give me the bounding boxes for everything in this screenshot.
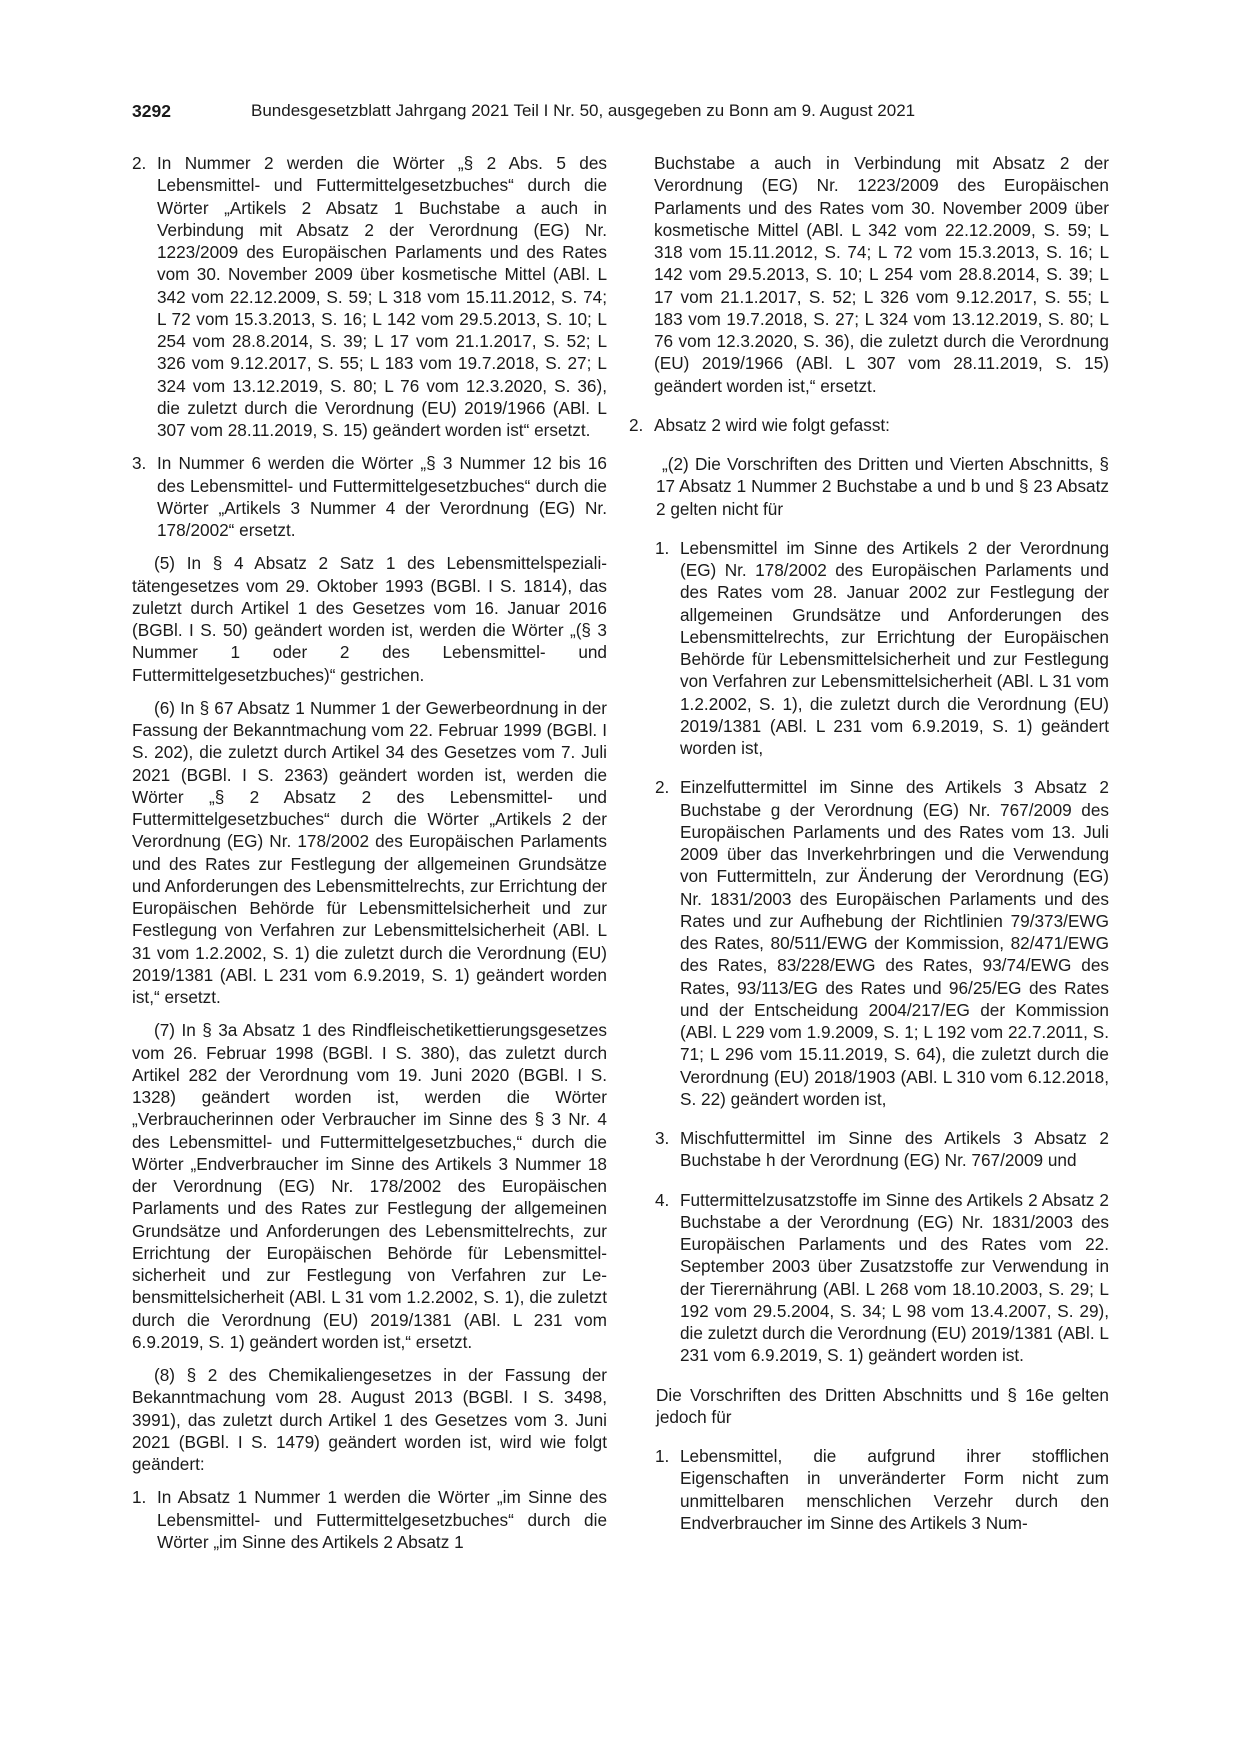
list-item-continuation: [629, 152, 1109, 397]
item-text: Einzelfuttermittel im Sinne des Artikels 3 Absatz 2 Buchstabe g der Verordnung (EG) Nr. 767/2009 des Europäischen Parlaments und des Rates vom 13. Juli 2009 über das Inverkehrbringen und die Verwendung von Futtermitteln, zur Änderung der Verordnung (EG) Nr. 1831/2003 des Europäischen Parlaments und des Rates und zur Aufhebung der Richtlinien 79/373/EWG des Rates, 80/511/EWG der Kommission, 82/471/EWG des Rates, 83/228/EWG des Rates, 93/74/EWG des Rates, 93/113/EG des Rates und 96/25/EG des Rates und der Entscheidung 2004/217/EG der Kommission (ABl. L 229 vom 1.9.2009, S. 1; L 192 vom 22.7.2011, S. 71; L 296 vom 15.11.2019, S. 64), die zuletzt durch die Verordnung (EU) 2018/1903 (ABl. L 310 vom 6.12.2018, S. 22) geändert worden ist,: [680, 777, 1109, 1109]
paragraph-6: (6) In § 67 Absatz 1 Nummer 1 der Gewerbeordnung in der Fassung der Bekanntmachung vom 22. Februar 1999 (BGBl. I S. 202), die zuletzt durch Artikel 34 des Gesetzes vom 7. Juli 2021 (BGBl. I S. 2363) geändert worden ist, werden die Wörter „§ 2 Absatz 2 des Lebensmittel- und Futtermittelgesetzbuches“ durch die Wörter „Artikels 2 der Verordnung (EG) Nr. 178/2002 des Europäischen Parlaments und des Rates zur Festlegung der allgemeinen Grundsätze und Anforderungen des Lebensmittelrechts, zur Errichtung der Europäischen Behörde für Lebensmittelsicherheit und zur Festlegung von Verfahren zur Lebensmittelsicherheit (ABl. L 31 vom 1.2.2002, S. 1) die zuletzt durch die Verordnung (EU) 2019/1381 (ABl. L 231 vom 6.9.2019, S. 1) geändert worden ist,“ ersetzt.: [132, 697, 607, 1007]
paragraph-5: (5) In § 4 Absatz 2 Satz 1 des Lebensmittelspezialitätengesetzes vom 29. Oktober 1993 (BGBl. I S. 1814), das zuletzt durch Artikel 1 des Gesetzes vom 16. Januar 2016 (BGBl. I S. 50) geändert worden ist, werden die Wörter „(§ 3 Nummer 1 oder 2 des Lebensmittel- und Futtermittelgesetzbuches)“ gestrichen.: [132, 553, 607, 685]
right-column: [629, 152, 1109, 1534]
item-text: Mischfuttermittel im Sinne des Artikels 3 Absatz 2 Buchstabe h der Verordnung (EG) Nr. 767/2009 und: [680, 1128, 1109, 1171]
gazette-title: Bundesgesetzblatt Jahrgang 2021 Teil I Nr. 50, ausgegeben zu Bonn am 9. August 2021: [251, 101, 916, 120]
list-item: [629, 776, 1109, 1110]
item-number: 2.: [629, 414, 644, 435]
left-column: [132, 152, 607, 1553]
item-number: 1.: [655, 537, 670, 558]
list-item: [629, 537, 1109, 760]
paragraph-7: (7) In § 3a Absatz 1 des Rindfleischetikettierungsgesetzes vom 26. Februar 1998 (BGBl. I S. 380), das zuletzt durch Artikel 282 der Verordnung vom 19. Juni 2020 (BGBl. I S. 1328) geändert worden ist, werden die Wörter „Verbraucherinnen oder Verbraucher im Sinne des § 3 Nr. 4 des Lebensmittel- und Futtermittelgesetzbuches,“ durch die Wörter „Endverbraucher im Sinne des Artikels 3 Nummer 18 der Verordnung (EG) Nr. 178/2002 des Europäischen Parlaments und des Rates zur Festlegung der allgemeinen Grundsätze und Anforderungen des Lebensmittelrechts, zur Errichtung der Europäischen Behörde für Lebensmittelsicherheit und zur Festlegung von Verfahren zur Lebensmittelsicherheit (ABl. L 31 vom 1.2.2002, S. 1), die zuletzt durch die Verordnung (EU) 2019/1381 (ABl. L 231 vom 6.9.2019, S. 1) geändert worden ist,“ ersetzt.: [132, 1020, 607, 1352]
item-number: 1.: [655, 1446, 670, 1466]
list-item: [132, 452, 607, 541]
item-number: 4.: [655, 1189, 670, 1210]
item-text: In Absatz 1 Nummer 1 werden die Wörter „im Sinne des Lebensmittel- und Futtermittelgesetzbuches“ durch die Wörter „im Sinne des Artikels 2 Absatz 1: [157, 1487, 607, 1552]
item-number: 1.: [132, 1487, 147, 1508]
item-number: 2.: [655, 777, 670, 798]
item-text: Futtermittelzusatzstoffe im Sinne des Artikels 2 Absatz 2 Buchstabe a der Verordnung (EG) Nr. 1831/2003 des Europäischen Parlaments und des Rates vom 22. September 2003 über Zusatzstoffe zur Verwendung in der Tierernährung (ABl. L 268 vom 18.10.2003, S. 29; L 192 vom 29.5.2004, S. 34; L 98 vom 13.4.2007, S. 29), die zuletzt durch die Verordnung (EU) 2019/1381 (ABl. L 231 vom 6.9.2019, S. 1) geändert worden ist.: [680, 1189, 1109, 1366]
list-item: [132, 152, 607, 441]
paragraph-8: (8) § 2 des Chemikaliengesetzes in der Fassung der Bekanntmachung vom 28. August 2013 (BGBl. I S. 3498, 3991), das zuletzt durch Artikel 1 des Gesetzes vom 3. Juni 2021 (BGBl. I S. 1479) geändert worden ist, wird wie folgt geändert:: [132, 1365, 607, 1474]
list-item: [132, 1486, 607, 1553]
quoted-paragraph: „(2) Die Vorschriften des Dritten und Vierten Abschnitts, § 17 Absatz 1 Nummer 2 Buchstabe a und b und § 23 Absatz 2 gelten nicht für: [656, 454, 1109, 519]
closing-paragraph: Die Vorschriften des Dritten Abschnitts und § 16e gelten jedoch für: [656, 1384, 1109, 1427]
page-number: 3292: [132, 101, 171, 121]
item-text: Lebensmittel, die aufgrund ihrer stofflichen Eigenschaften in unveränderter Form nicht zum unmittelbaren menschlichen Verzehr durch den Endverbraucher im Sinne des Artikels 3 Num-: [680, 1446, 1109, 1533]
item-text: Buchstabe a auch in Verbindung mit Absatz 2 der Verordnung (EG) Nr. 1223/2009 des Europäischen Parlaments und des Rates vom 30. November 2009 über kosmetische Mittel (ABl. L 342 vom 22.12.2009, S. 59; L 318 vom 15.11.2012, S. 74; L 72 vom 15.3.2013, S. 16; L 142 vom 29.5.2013, S. 10; L 254 vom 28.8.2014, S. 39; L 17 vom 21.1.2017, S. 52; L 326 vom 9.12.2017, S. 55; L 183 vom 19.7.2018, S. 27; L 324 vom 13.12.2019, S. 80; L 76 vom 12.3.2020, S. 36), die zuletzt durch die Verordnung (EU) 2019/1966 (ABl. L 307 vom 28.11.2019, S. 15) geändert worden ist,“ ersetzt.: [654, 153, 1109, 396]
item-number: 2.: [132, 153, 147, 173]
list-item: [629, 414, 1109, 436]
item-text: Lebensmittel im Sinne des Artikels 2 der Verordnung (EG) Nr. 178/2002 des Europäischen Parlaments und des Rates vom 28. Januar 2002 zur Festlegung der allgemeinen Grundsätze und Anforderungen des Lebensmittelrechts, zur Errichtung der Europäischen Behörde für Lebensmittelsicherheit und zur Festlegung von Verfahren zur Lebensmittelsicherheit (ABl. L 31 vom 1.2.2002, S. 1), die zuletzt durch die Verordnung (EU) 2019/1381 (ABl. L 231 vom 6.9.2019, S. 1) geändert worden ist,: [680, 537, 1109, 758]
list-item: [629, 1127, 1109, 1172]
item-text: In Nummer 6 werden die Wörter „§ 3 Nummer 12 bis 16 des Lebensmittel- und Futtermittelgesetzbuches“ durch die Wörter „Artikels 3 Nummer 4 der Verordnung (EG) Nr. 178/2002“ ersetzt.: [157, 453, 607, 540]
page-header: [132, 101, 1112, 131]
item-number: 3.: [655, 1128, 670, 1148]
item-text: In Nummer 2 werden die Wörter „§ 2 Abs. 5 des Lebensmittel- und Futtermittelgesetzbuches“ durch die Wörter „Artikels 2 Absatz 1 Buchstabe a auch in Verbindung mit Absatz 2 der Verordnung (EG) Nr. 1223/2009 des Europäischen Parlaments und des Rates vom 30. November 2009 über kosmetische Mittel (ABl. L 342 vom 22.12.2009, S. 59; L 318 vom 15.11.2012, S. 74; L 72 vom 15.3.2013, S. 16; L 142 vom 29.5.2013, S. 10; L 254 vom 28.8.2014, S. 39; L 17 vom 21.1.2017, S. 52; L 326 vom 9.12.2017, S. 55; L 183 vom 19.7.2018, S. 27; L 324 vom 13.12.2019, S. 80; L 76 vom 12.3.2020, S. 36), die zuletzt durch die Verordnung (EU) 2019/1966 (ABl. L 307 vom 28.11.2019, S. 15) geändert worden ist“ ersetzt.: [157, 153, 607, 440]
list-item: [629, 1189, 1109, 1367]
item-number: 3.: [132, 453, 147, 474]
list-item: [629, 1445, 1109, 1534]
item-text: Absatz 2 wird wie folgt gefasst:: [654, 414, 890, 435]
